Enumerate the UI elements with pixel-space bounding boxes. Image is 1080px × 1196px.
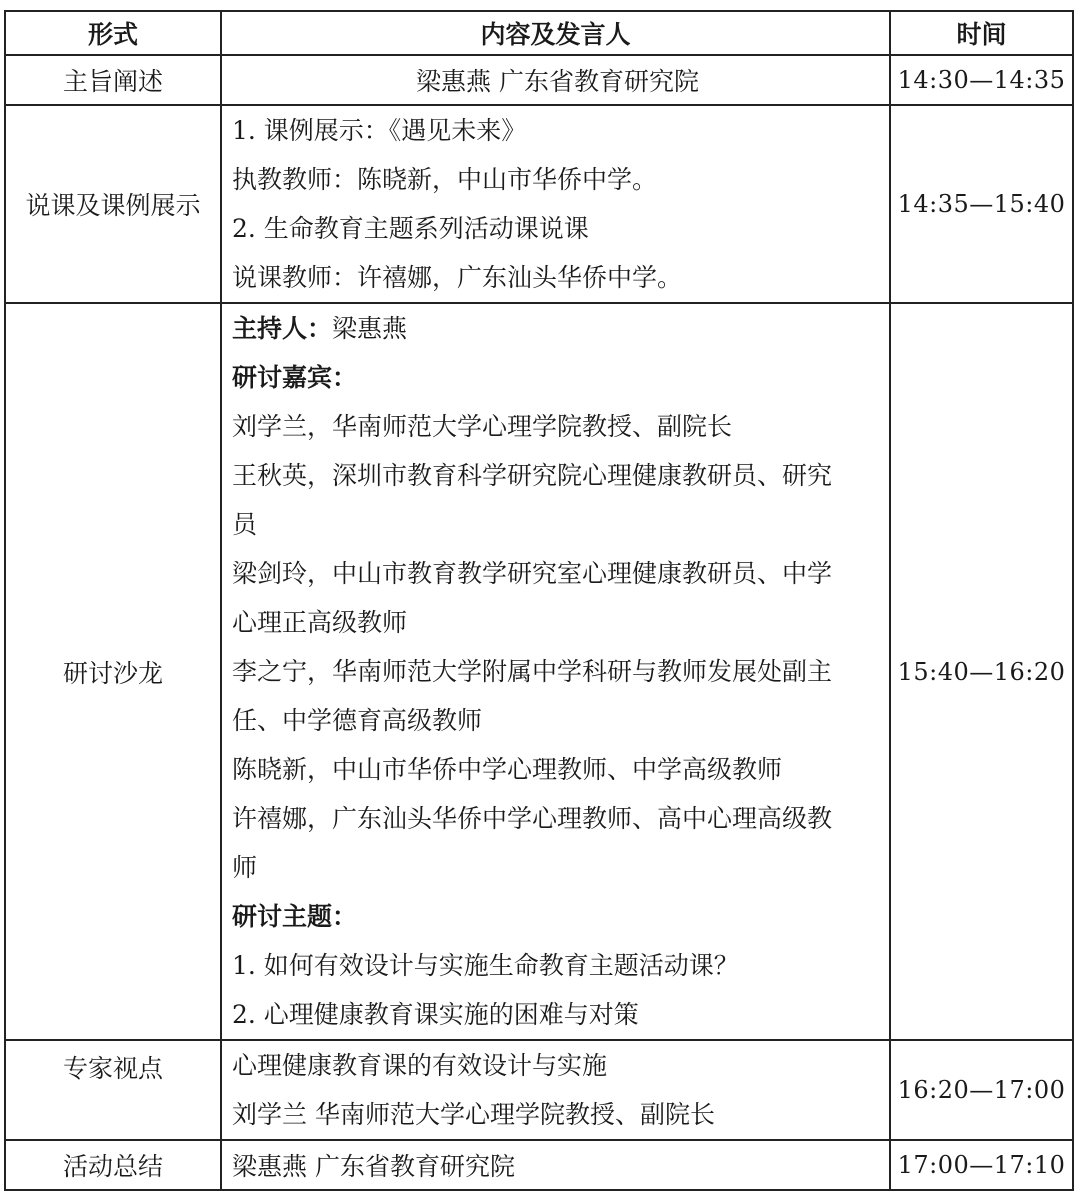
content-line: 执教教师：陈晓新，中山市华侨中学。 (232, 165, 658, 194)
content-cell (221, 303, 890, 1040)
guest-line: 许禧娜，广东汕头华侨中学心理教师、高中心理高级教 (232, 804, 833, 833)
header-row (5, 11, 1073, 55)
time-cell: 15:40—16:20 (890, 303, 1073, 1040)
table-row-salon (5, 303, 1073, 1040)
table-row-keynote (5, 55, 1073, 105)
content-line: 刘学兰 华南师范大学心理学院教授、副院长 (232, 1100, 715, 1129)
header-form: 形式 (5, 11, 221, 55)
guest-line: 陈晓新，中山市华侨中学心理教师、中学高级教师 (232, 755, 783, 784)
form-cell: 研讨沙龙 (5, 303, 221, 1040)
content-line: 说课教师：许禧娜，广东汕头华侨中学。 (232, 263, 683, 292)
content-cell: 梁惠燕 广东省教育研究院 (221, 55, 890, 105)
content-cell (221, 1040, 890, 1140)
guests-label: 研讨嘉宾： (232, 363, 358, 392)
guest-line: 刘学兰，华南师范大学心理学院教授、副院长 (232, 412, 733, 441)
header-time: 时间 (890, 11, 1073, 55)
guest-line: 师 (232, 853, 258, 882)
topic-line: 1. 如何有效设计与实施生命教育主题活动课？ (232, 951, 739, 980)
form-cell: 活动总结 (5, 1140, 221, 1190)
form-label: 专家视点 (62, 1054, 163, 1083)
content-line: 心理健康教育课的有效设计与实施 (232, 1051, 608, 1080)
content-line: 2. 生命教育主题系列活动课说课 (232, 214, 589, 243)
form-cell (5, 1040, 221, 1140)
guest-line: 梁剑玲，中山市教育教学研究室心理健康教研员、中学 (232, 559, 833, 588)
content-cell (221, 105, 890, 303)
schedule-table (4, 10, 1074, 1191)
table-row-expert (5, 1040, 1073, 1140)
guest-line: 王秋英，深圳市教育科学研究院心理健康教研员、研究 (232, 461, 833, 490)
host-name: 梁惠燕 (332, 314, 408, 343)
header-content: 内容及发言人 (221, 11, 890, 55)
guest-line: 员 (232, 510, 258, 539)
form-cell: 说课及课例展示 (5, 105, 221, 303)
time-cell: 14:30—14:35 (890, 55, 1073, 105)
time-cell: 14:35—15:40 (890, 105, 1073, 303)
table-row-lesson (5, 105, 1073, 303)
content-cell: 梁惠燕 广东省教育研究院 (221, 1140, 890, 1190)
topics-label: 研讨主题： (232, 902, 358, 931)
time-cell: 17:00—17:10 (890, 1140, 1073, 1190)
guest-line: 心理正高级教师 (232, 608, 408, 637)
form-cell: 主旨阐述 (5, 55, 221, 105)
time-cell: 16:20—17:00 (890, 1040, 1073, 1140)
guest-line: 任、中学德育高级教师 (232, 706, 483, 735)
guest-line: 李之宁，华南师范大学附属中学科研与教师发展处副主 (232, 657, 833, 686)
table-row-summary (5, 1140, 1073, 1190)
host-line (232, 304, 883, 353)
host-label: 主持人： (232, 314, 333, 343)
topic-line: 2. 心理健康教育课实施的困难与对策 (232, 1000, 639, 1029)
content-line: 1. 课例展示：《遇见未来》 (232, 116, 527, 145)
